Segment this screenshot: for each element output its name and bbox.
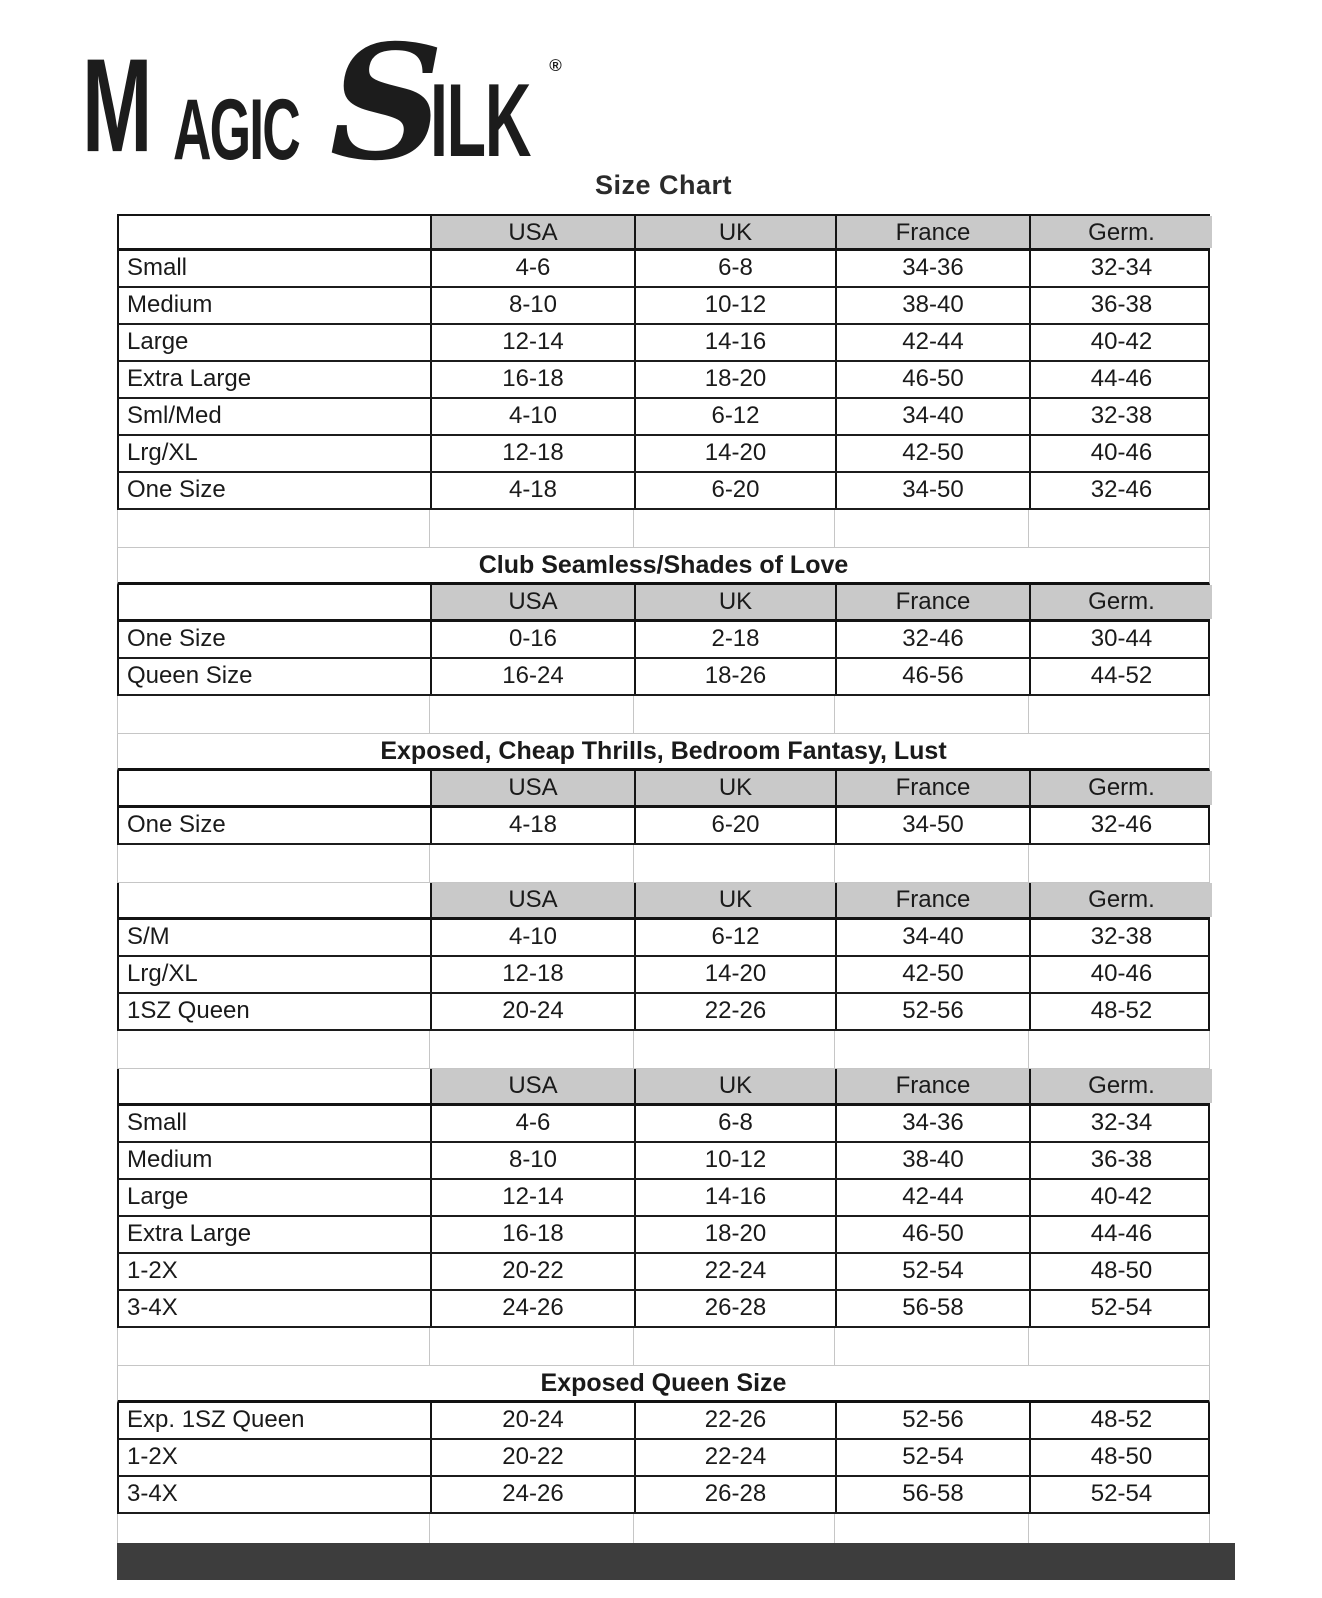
page-title: Size Chart xyxy=(594,170,733,200)
spacer-row xyxy=(117,845,1210,883)
spacer-cell xyxy=(834,696,1028,733)
column-header-cell: Germ. xyxy=(1029,585,1212,619)
size-value-cell: 42-44 xyxy=(835,325,1029,360)
spacer-cell xyxy=(118,510,429,547)
column-header-cell: Germ. xyxy=(1029,1069,1212,1103)
spacer-cell xyxy=(633,696,834,733)
header-label-cell xyxy=(119,771,430,805)
bottom-bar xyxy=(117,1543,1235,1580)
size-value-cell: 40-46 xyxy=(1029,957,1212,992)
size-value-cell: 34-50 xyxy=(835,808,1029,843)
size-value-cell: 24-26 xyxy=(430,1477,634,1512)
size-value-cell: 46-50 xyxy=(835,1217,1029,1252)
spacer-row xyxy=(117,1514,1210,1543)
section-title-row xyxy=(117,1366,1210,1403)
size-value-cell: 46-50 xyxy=(835,362,1029,397)
size-value-cell: 22-24 xyxy=(634,1254,835,1289)
size-value-cell: 26-28 xyxy=(634,1477,835,1512)
table-row xyxy=(117,920,1210,957)
column-header-row xyxy=(117,214,1210,251)
column-header-cell: USA xyxy=(430,585,634,619)
row-label-cell: Small xyxy=(127,254,188,281)
column-header-row xyxy=(117,771,1210,808)
size-value-cell: 22-26 xyxy=(634,1403,835,1438)
size-value-cell: 32-46 xyxy=(835,622,1029,657)
spacer-cell xyxy=(1028,1031,1211,1068)
spacer-cell xyxy=(118,1514,429,1543)
table-row xyxy=(117,1440,1210,1477)
header-label-cell xyxy=(119,883,430,917)
size-value-cell: 6-20 xyxy=(634,473,835,508)
spacer-cell xyxy=(429,1031,633,1068)
spacer-cell xyxy=(429,845,633,882)
size-value-cell: 34-40 xyxy=(835,920,1029,955)
size-value-cell: 4-18 xyxy=(430,473,634,508)
table-row xyxy=(117,1180,1210,1217)
size-value-cell: 40-42 xyxy=(1029,325,1212,360)
size-value-cell: 52-56 xyxy=(835,1403,1029,1438)
size-value-cell: 36-38 xyxy=(1029,1143,1212,1178)
logo-script-s: S xyxy=(329,10,444,196)
size-value-cell: 44-52 xyxy=(1029,659,1212,694)
brand-logo xyxy=(82,10,562,196)
spacer-cell xyxy=(633,1514,834,1543)
size-value-cell: 4-10 xyxy=(430,920,634,955)
size-value-cell: 8-10 xyxy=(430,288,634,323)
size-value-cell: 32-38 xyxy=(1029,399,1212,434)
table-row xyxy=(117,325,1210,362)
row-label-cell: One Size xyxy=(127,476,226,503)
size-value-cell: 6-12 xyxy=(634,399,835,434)
table-row xyxy=(117,1106,1210,1143)
size-value-cell: 32-34 xyxy=(1029,251,1212,286)
size-value-cell: 2-18 xyxy=(634,622,835,657)
logo-text-agic: AGIC xyxy=(172,82,299,178)
column-header-cell: USA xyxy=(430,1069,634,1103)
column-header-cell: USA xyxy=(430,771,634,805)
table-row xyxy=(117,622,1210,659)
column-header-cell: UK xyxy=(634,216,835,248)
row-label-cell: Extra Large xyxy=(127,1220,252,1247)
spacer-cell xyxy=(118,1328,429,1365)
size-value-cell: 14-16 xyxy=(634,325,835,360)
size-value-cell: 38-40 xyxy=(835,1143,1029,1178)
spacer-cell xyxy=(1028,845,1211,882)
size-value-cell: 32-46 xyxy=(1029,808,1212,843)
spacer-cell xyxy=(1028,1328,1211,1365)
spacer-cell xyxy=(633,845,834,882)
column-header-cell: UK xyxy=(634,585,835,619)
row-label-cell: S/M xyxy=(127,923,170,950)
size-value-cell: 52-54 xyxy=(1029,1477,1212,1512)
table-row xyxy=(117,994,1210,1031)
size-value-cell: 42-50 xyxy=(835,957,1029,992)
size-value-cell: 44-46 xyxy=(1029,1217,1212,1252)
table-row xyxy=(117,1403,1210,1440)
table-row xyxy=(117,808,1210,845)
spacer-cell xyxy=(834,1031,1028,1068)
column-header-row xyxy=(117,883,1210,920)
row-label-cell: Large xyxy=(127,328,189,355)
table-row xyxy=(117,1143,1210,1180)
column-header-cell: USA xyxy=(430,883,634,917)
header-label-cell xyxy=(119,1069,430,1103)
size-value-cell: 16-18 xyxy=(430,1217,634,1252)
logo-letter-m: M xyxy=(82,31,150,181)
row-label-cell: Medium xyxy=(127,1146,213,1173)
size-value-cell: 52-56 xyxy=(835,994,1029,1029)
column-header-cell: Germ. xyxy=(1029,771,1212,805)
size-value-cell: 18-20 xyxy=(634,362,835,397)
spacer-cell xyxy=(633,510,834,547)
header-label-cell xyxy=(119,585,430,619)
size-value-cell: 24-26 xyxy=(430,1291,634,1326)
column-header-cell: UK xyxy=(634,883,835,917)
row-label-cell: Lrg/XL xyxy=(127,439,198,466)
size-value-cell: 12-14 xyxy=(430,1180,634,1215)
size-value-cell: 6-8 xyxy=(634,251,835,286)
size-value-cell: 32-46 xyxy=(1029,473,1212,508)
size-value-cell: 4-6 xyxy=(430,1106,634,1141)
size-value-cell: 48-52 xyxy=(1029,994,1212,1029)
column-header-row xyxy=(117,1069,1210,1106)
size-value-cell: 26-28 xyxy=(634,1291,835,1326)
row-label-cell: 1SZ Queen xyxy=(127,997,250,1024)
registered-trademark-icon: ® xyxy=(549,56,562,75)
size-value-cell: 34-36 xyxy=(835,1106,1029,1141)
spacer-cell xyxy=(429,1328,633,1365)
column-header-cell: France xyxy=(835,585,1029,619)
spacer-row xyxy=(117,1328,1210,1366)
row-label-cell: 3-4X xyxy=(127,1480,178,1507)
row-label-cell: 1-2X xyxy=(127,1443,178,1470)
size-value-cell: 18-26 xyxy=(634,659,835,694)
row-label-cell: 1-2X xyxy=(127,1257,178,1284)
size-value-cell: 14-16 xyxy=(634,1180,835,1215)
row-label-cell: 3-4X xyxy=(127,1294,178,1321)
table-row xyxy=(117,1477,1210,1514)
spacer-cell xyxy=(429,1514,633,1543)
size-value-cell: 56-58 xyxy=(835,1477,1029,1512)
row-label-cell: One Size xyxy=(127,625,226,652)
row-label-cell: Lrg/XL xyxy=(127,960,198,987)
spacer-row xyxy=(117,510,1210,548)
size-value-cell: 52-54 xyxy=(835,1254,1029,1289)
table-row xyxy=(117,957,1210,994)
row-label-cell: Medium xyxy=(127,291,213,318)
spacer-cell xyxy=(118,1031,429,1068)
spacer-cell xyxy=(1028,696,1211,733)
row-label-cell: Small xyxy=(127,1109,188,1136)
size-value-cell: 36-38 xyxy=(1029,288,1212,323)
table-row xyxy=(117,288,1210,325)
table-row xyxy=(117,362,1210,399)
size-value-cell: 30-44 xyxy=(1029,622,1212,657)
table-row xyxy=(117,1254,1210,1291)
size-value-cell: 42-44 xyxy=(835,1180,1029,1215)
table-row xyxy=(117,1217,1210,1254)
column-header-cell: Germ. xyxy=(1029,883,1212,917)
size-value-cell: 38-40 xyxy=(835,288,1029,323)
table-row xyxy=(117,399,1210,436)
spacer-cell xyxy=(633,1031,834,1068)
size-value-cell: 4-10 xyxy=(430,399,634,434)
size-value-cell: 8-10 xyxy=(430,1143,634,1178)
size-value-cell: 18-20 xyxy=(634,1217,835,1252)
size-value-cell: 4-6 xyxy=(430,251,634,286)
size-value-cell: 12-18 xyxy=(430,957,634,992)
size-value-cell: 12-14 xyxy=(430,325,634,360)
size-value-cell: 34-40 xyxy=(835,399,1029,434)
spacer-cell xyxy=(1028,1514,1211,1543)
row-label-cell: Sml/Med xyxy=(127,402,222,429)
size-chart-table xyxy=(117,214,1210,1543)
column-header-cell: Germ. xyxy=(1029,216,1212,248)
size-value-cell: 46-56 xyxy=(835,659,1029,694)
size-value-cell: 14-20 xyxy=(634,436,835,471)
size-value-cell: 16-24 xyxy=(430,659,634,694)
size-value-cell: 6-8 xyxy=(634,1106,835,1141)
table-row xyxy=(117,251,1210,288)
column-header-cell: France xyxy=(835,216,1029,248)
size-value-cell: 48-50 xyxy=(1029,1254,1212,1289)
column-header-cell: USA xyxy=(430,216,634,248)
size-value-cell: 56-58 xyxy=(835,1291,1029,1326)
size-value-cell: 22-26 xyxy=(634,994,835,1029)
size-value-cell: 40-46 xyxy=(1029,436,1212,471)
size-value-cell: 34-36 xyxy=(835,251,1029,286)
row-label-cell: One Size xyxy=(127,811,226,838)
table-row xyxy=(117,659,1210,696)
column-header-row xyxy=(117,585,1210,622)
size-value-cell: 20-22 xyxy=(430,1440,634,1475)
header-label-cell xyxy=(119,216,430,248)
size-value-cell: 10-12 xyxy=(634,288,835,323)
column-header-cell: France xyxy=(835,1069,1029,1103)
size-value-cell: 4-18 xyxy=(430,808,634,843)
size-value-cell: 22-24 xyxy=(634,1440,835,1475)
spacer-cell xyxy=(834,1328,1028,1365)
spacer-row xyxy=(117,1031,1210,1069)
section-title: Exposed, Cheap Thrills, Bedroom Fantasy, Lust xyxy=(380,737,947,765)
size-value-cell: 10-12 xyxy=(634,1143,835,1178)
size-value-cell: 6-12 xyxy=(634,920,835,955)
size-value-cell: 20-24 xyxy=(430,1403,634,1438)
section-title-row xyxy=(117,548,1210,585)
table-row xyxy=(117,436,1210,473)
column-header-cell: UK xyxy=(634,771,835,805)
logo-text-ilk: ILK xyxy=(429,63,530,179)
size-value-cell: 20-24 xyxy=(430,994,634,1029)
size-value-cell: 32-38 xyxy=(1029,920,1212,955)
table-row xyxy=(117,473,1210,510)
spacer-cell xyxy=(429,510,633,547)
size-value-cell: 0-16 xyxy=(430,622,634,657)
size-value-cell: 14-20 xyxy=(634,957,835,992)
size-value-cell: 42-50 xyxy=(835,436,1029,471)
spacer-cell xyxy=(118,845,429,882)
size-value-cell: 20-22 xyxy=(430,1254,634,1289)
spacer-cell xyxy=(834,510,1028,547)
table-row xyxy=(117,1291,1210,1328)
row-label-cell: Queen Size xyxy=(127,662,253,689)
size-value-cell: 16-18 xyxy=(430,362,634,397)
spacer-row xyxy=(117,696,1210,734)
column-header-cell: UK xyxy=(634,1069,835,1103)
spacer-cell xyxy=(429,696,633,733)
row-label-cell: Extra Large xyxy=(127,365,252,392)
spacer-cell xyxy=(633,1328,834,1365)
spacer-cell xyxy=(1028,510,1211,547)
size-value-cell: 12-18 xyxy=(430,436,634,471)
section-title: Exposed Queen Size xyxy=(540,1369,787,1397)
section-title-row xyxy=(117,734,1210,771)
size-value-cell: 6-20 xyxy=(634,808,835,843)
spacer-cell xyxy=(834,1514,1028,1543)
spacer-cell xyxy=(118,696,429,733)
spacer-cell xyxy=(834,845,1028,882)
size-value-cell: 52-54 xyxy=(1029,1291,1212,1326)
size-value-cell: 34-50 xyxy=(835,473,1029,508)
size-value-cell: 52-54 xyxy=(835,1440,1029,1475)
row-label-cell: Exp. 1SZ Queen xyxy=(127,1406,305,1433)
size-value-cell: 48-50 xyxy=(1029,1440,1212,1475)
row-label-cell: Large xyxy=(127,1183,189,1210)
size-value-cell: 32-34 xyxy=(1029,1106,1212,1141)
size-value-cell: 48-52 xyxy=(1029,1403,1212,1438)
size-value-cell: 44-46 xyxy=(1029,362,1212,397)
section-title: Club Seamless/Shades of Love xyxy=(478,551,849,579)
size-value-cell: 40-42 xyxy=(1029,1180,1212,1215)
column-header-cell: France xyxy=(835,883,1029,917)
column-header-cell: France xyxy=(835,771,1029,805)
